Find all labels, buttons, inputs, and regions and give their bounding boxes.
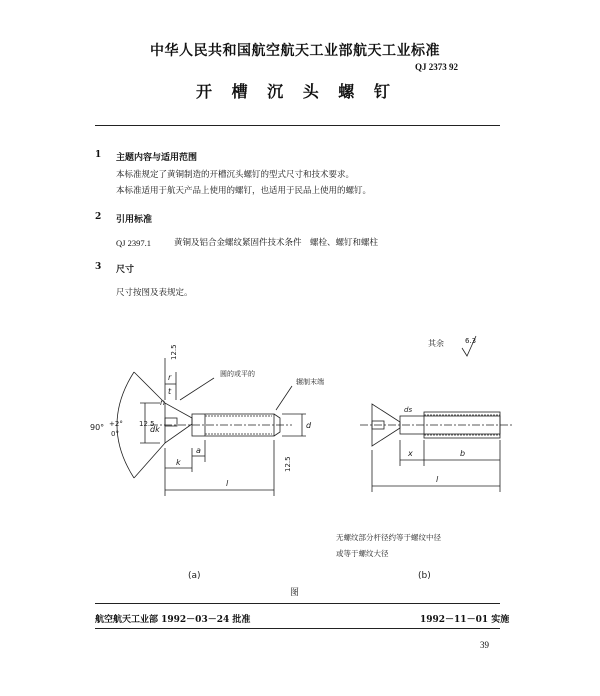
issuing-organization: 中华人民共和国航空航天工业部航天工业标准: [150, 43, 440, 59]
caption-a: (a): [188, 571, 201, 581]
dim-ds: ds: [404, 406, 413, 414]
section-3-number: 3: [95, 262, 102, 272]
section-2-heading: 引用标准: [116, 215, 153, 225]
dim-t: t: [168, 387, 172, 396]
callout-rounded: 圆的或平的: [220, 370, 255, 378]
section-3-heading: 尺寸: [116, 265, 135, 275]
roughness-label: 其余: [428, 339, 444, 348]
dim-n: n: [160, 398, 166, 407]
reference-title: 黄铜及铝合金螺纹紧固件技术条件 螺栓、螺钉和螺柱: [174, 238, 379, 248]
dim-dk: dk: [150, 425, 160, 434]
roughness-value: 6.3: [465, 337, 477, 345]
dim-b: b: [460, 449, 466, 458]
section-2-number: 2: [95, 212, 102, 222]
section-1-heading: 主题内容与适用范围: [116, 153, 198, 163]
dim-l-a: l: [226, 479, 229, 488]
dim-k: k: [176, 458, 181, 467]
approval-line: 航空航天工业部 1992－03－24 批准: [95, 615, 251, 625]
implementation-date: 1992－11－01 实施: [420, 615, 510, 625]
screw-head-a: [165, 403, 192, 443]
page-number: 39: [480, 640, 489, 650]
figure-label: 图: [290, 588, 300, 598]
callout-thread-end: 辗制末端: [296, 378, 324, 386]
footer-bottom-divider: [95, 628, 500, 629]
reference-code: QJ 2397.1: [116, 238, 151, 248]
figure-note-line-1: 无螺纹部分杆径约等于螺纹中径: [336, 533, 441, 542]
angle-label: 90°: [90, 423, 105, 432]
dim-r: r: [168, 373, 172, 382]
dim-a: a: [196, 446, 201, 455]
roughness-12-5-head: 12.5: [139, 420, 155, 428]
section-1-paragraph-1: 本标准规定了黄铜制造的开槽沉头螺钉的型式尺寸和技术要求。: [116, 170, 355, 180]
caption-b: (b): [418, 571, 431, 581]
document-title: 开 槽 沉 头 螺 钉: [196, 82, 397, 101]
standard-number: QJ 2373 92: [415, 62, 459, 72]
dim-l-b: l: [436, 475, 439, 484]
roughness-12-5-top: 12.5: [170, 344, 178, 360]
angle-tol-upper: +2°: [109, 420, 123, 428]
dim-x: x: [408, 449, 413, 458]
footer-divider: [95, 603, 500, 604]
dim-d: d: [306, 421, 312, 430]
angle-tol-lower: 0°: [111, 430, 119, 438]
roughness-12-5-bottom: 12.5: [284, 456, 292, 472]
section-1-number: 1: [95, 150, 102, 160]
figure-note-line-2: 或等于螺纹大径: [336, 549, 389, 558]
screw-shank-a: [192, 414, 274, 436]
section-3-paragraph: 尺寸按图及表规定。: [116, 288, 193, 298]
section-1-paragraph-2: 本标准适用于航天产品上使用的螺钉，也适用于民品上使用的螺钉。: [116, 186, 372, 196]
